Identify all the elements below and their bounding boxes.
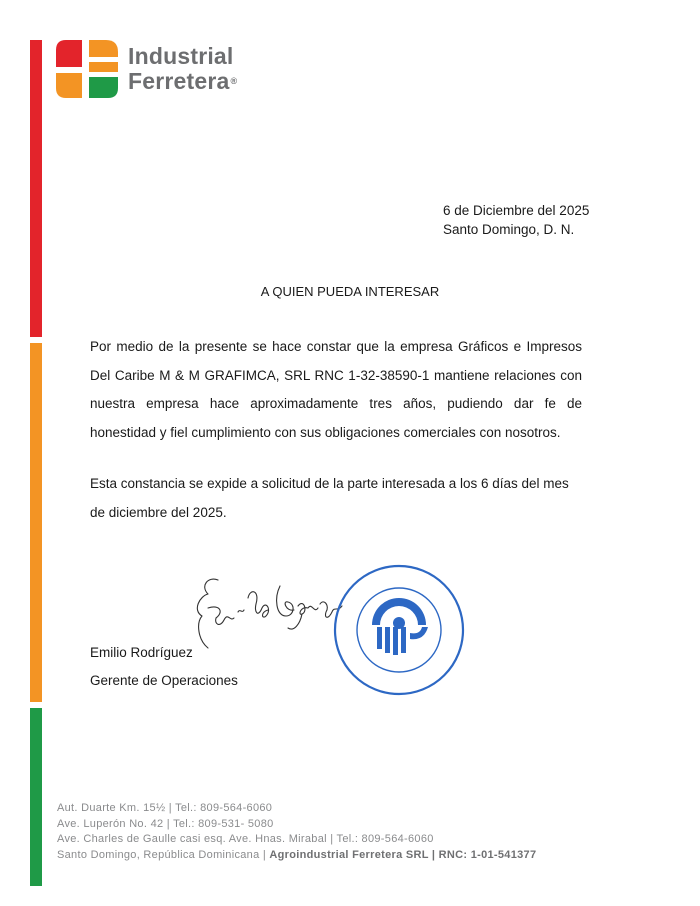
brand-name — [128, 44, 237, 94]
footer-line-4: Santo Domingo, República Dominicana | — [57, 848, 267, 861]
footer-line-3: Ave. Charles de Gaulle casi esq. Ave. Hnas. Mirabal | Tel.: 809-564-6060 — [57, 833, 434, 845]
footer-line-2: Ave. Luperón No. 42 | Tel.: 809-531- 5080 — [57, 817, 274, 830]
company-logo-icon — [56, 40, 118, 98]
letter-paragraph-1: Por medio de la presente se hace constar que la empresa Gráficos e Impresos Del Caribe M & M GRAFIMCA, SRL RNC 1-32-38590-1 mantiene relaciones con nuestra empresa hace aproximadamente tres años, pudiendo dar fe de honestidad y fiel cumplimiento con sus obligaciones comerciales con nosotros. — [90, 339, 582, 440]
company-seal-icon — [332, 563, 466, 697]
registered-mark: ® — [230, 76, 238, 86]
signer-block — [90, 639, 238, 695]
footer-line-1: Aut. Duarte Km. 15½ | Tel.: 809-564-6060 — [57, 802, 273, 814]
brand-line-1: Industrial — [128, 43, 234, 69]
left-stripe-orange — [30, 343, 42, 702]
letter-date: 6 de Diciembre del 2025 — [443, 203, 590, 218]
letter-heading: A QUIEN PUEDA INTERESAR — [260, 284, 440, 299]
letter-paragraph-2: Esta constancia se expide a solicitud de la parte interesada a los 6 días del mes de diciembre del 2025. — [90, 476, 569, 520]
signer-title: Gerente de Operaciones — [90, 673, 238, 688]
letter-place: Santo Domingo, D. N. — [443, 222, 575, 237]
brand-line-2: Ferretera — [128, 68, 230, 94]
footer-addresses — [57, 801, 536, 863]
signer-name: Emilio Rodríguez — [90, 645, 193, 660]
date-block — [443, 201, 589, 239]
left-stripe-green — [30, 708, 42, 886]
footer-company-rnc: Agroindustrial Ferretera SRL | RNC: 1-01-541377 — [269, 848, 537, 861]
